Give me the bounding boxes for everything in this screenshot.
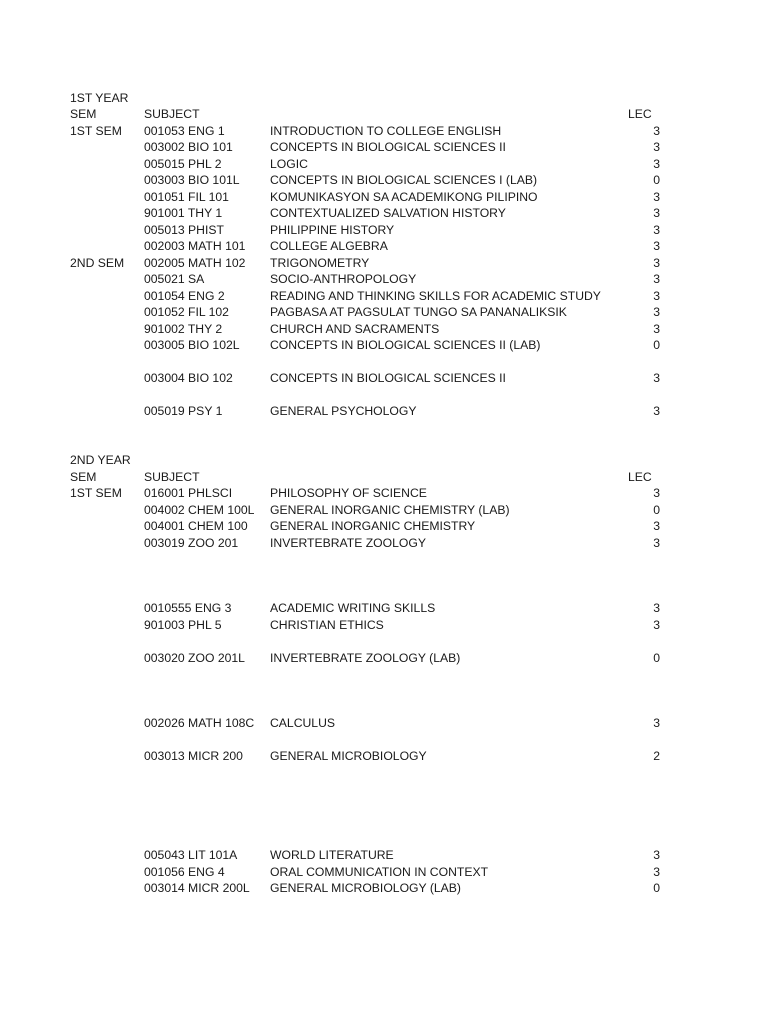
course-row (0, 222, 768, 239)
lecture-units: 3 (653, 272, 660, 286)
course-title: CHURCH AND SACRAMENTS (270, 322, 440, 336)
course-row (0, 864, 768, 881)
course-row (0, 189, 768, 206)
course-title: PHILIPPINE HISTORY (270, 223, 395, 237)
lecture-units: 3 (653, 716, 660, 730)
lecture-units: 3 (653, 519, 660, 533)
course-row (0, 847, 768, 864)
lecture-units: 3 (653, 289, 660, 303)
course-title: CONCEPTS IN BIOLOGICAL SCIENCES II (270, 140, 506, 154)
lecture-units: 3 (653, 206, 660, 220)
course-title: GENERAL INORGANIC CHEMISTRY (LAB) (270, 503, 510, 517)
course-code: 003004 BIO 102 (144, 371, 233, 385)
course-row (0, 321, 768, 338)
lecture-units: 3 (653, 305, 660, 319)
course-row (0, 205, 768, 222)
year-heading: 2ND YEAR (70, 453, 131, 467)
lec-column-header: LEC (628, 470, 652, 484)
course-row (0, 403, 768, 420)
course-title: GENERAL MICROBIOLOGY (LAB) (270, 881, 461, 895)
lecture-units: 0 (653, 173, 660, 187)
course-row (0, 255, 768, 272)
column-header-row (0, 106, 768, 123)
course-title: CONCEPTS IN BIOLOGICAL SCIENCES II (LAB) (270, 338, 541, 352)
course-row (0, 600, 768, 617)
lecture-units: 3 (653, 371, 660, 385)
course-row (0, 715, 768, 732)
course-title: ORAL COMMUNICATION IN CONTEXT (270, 865, 489, 879)
lecture-units: 0 (653, 338, 660, 352)
course-row (0, 238, 768, 255)
course-title: SOCIO-ANTHROPOLOGY (270, 272, 417, 286)
course-title: GENERAL PSYCHOLOGY (270, 404, 417, 418)
course-title: KOMUNIKASYON SA ACADEMIKONG PILIPINO (270, 190, 538, 204)
course-row (0, 617, 768, 634)
lec-column-header: LEC (628, 107, 652, 121)
course-code: 003003 BIO 101L (144, 173, 240, 187)
course-title: GENERAL INORGANIC CHEMISTRY (270, 519, 476, 533)
course-code: 004002 CHEM 100L (144, 503, 255, 517)
course-code: 005021 SA (144, 272, 205, 286)
year-heading: 1ST YEAR (70, 91, 129, 105)
course-code: 005043 LIT 101A (144, 848, 238, 862)
course-code: 001053 ENG 1 (144, 124, 225, 138)
course-row (0, 172, 768, 189)
course-title: PAGBASA AT PAGSULAT TUNGO SA PANANALIKSIK (270, 305, 567, 319)
course-code: 003020 ZOO 201L (144, 651, 245, 665)
course-code: 004001 CHEM 100 (144, 519, 248, 533)
semester-label: 1ST SEM (70, 486, 122, 500)
course-title: READING AND THINKING SKILLS FOR ACADEMIC STUDY (270, 289, 601, 303)
course-code: 001054 ENG 2 (144, 289, 225, 303)
course-row (0, 271, 768, 288)
course-code: 003013 MICR 200 (144, 749, 243, 763)
year-heading-row (0, 452, 768, 469)
course-row (0, 288, 768, 305)
lecture-units: 2 (653, 749, 660, 763)
lecture-units: 3 (653, 256, 660, 270)
course-row (0, 485, 768, 502)
course-code: 001051 FIL 101 (144, 190, 229, 204)
course-code: 002005 MATH 102 (144, 256, 246, 270)
course-title: CHRISTIAN ETHICS (270, 618, 384, 632)
course-row (0, 123, 768, 140)
lecture-units: 3 (653, 404, 660, 418)
course-code: 003014 MICR 200L (144, 881, 250, 895)
lecture-units: 3 (653, 140, 660, 154)
course-row (0, 748, 768, 765)
lecture-units: 3 (653, 848, 660, 862)
course-row (0, 156, 768, 173)
course-title: CONCEPTS IN BIOLOGICAL SCIENCES I (LAB) (270, 173, 538, 187)
course-title: CALCULUS (270, 716, 336, 730)
course-title: INTRODUCTION TO COLLEGE ENGLISH (270, 124, 502, 138)
course-title: CONTEXTUALIZED SALVATION HISTORY (270, 206, 506, 220)
course-title: PHILOSOPHY OF SCIENCE (270, 486, 427, 500)
lecture-units: 0 (653, 503, 660, 517)
course-row (0, 337, 768, 354)
course-code: 003005 BIO 102L (144, 338, 240, 352)
subject-column-header: SUBJECT (144, 470, 200, 484)
year-heading-row (0, 90, 768, 107)
subject-column-header: SUBJECT (144, 107, 200, 121)
lecture-units: 3 (653, 618, 660, 632)
course-title: INVERTEBRATE ZOOLOGY (270, 536, 426, 550)
lecture-units: 3 (653, 601, 660, 615)
course-code: 002003 MATH 101 (144, 239, 246, 253)
course-row (0, 650, 768, 667)
course-row (0, 502, 768, 519)
course-row (0, 518, 768, 535)
course-code: 003019 ZOO 201 (144, 536, 239, 550)
course-code: 001056 ENG 4 (144, 865, 225, 879)
course-code: 002026 MATH 108C (144, 716, 255, 730)
course-title: CONCEPTS IN BIOLOGICAL SCIENCES II (270, 371, 506, 385)
lecture-units: 3 (653, 536, 660, 550)
course-row (0, 370, 768, 387)
course-row (0, 139, 768, 156)
course-code: 0010555 ENG 3 (144, 601, 232, 615)
course-code: 001052 FIL 102 (144, 305, 229, 319)
course-title: LOGIC (270, 157, 308, 171)
course-row (0, 535, 768, 552)
lecture-units: 3 (653, 239, 660, 253)
course-title: WORLD LITERATURE (270, 848, 394, 862)
course-code: 016001 PHLSCI (144, 486, 233, 500)
course-code: 901002 THY 2 (144, 322, 223, 336)
course-row (0, 880, 768, 897)
column-header-row (0, 469, 768, 486)
course-title: INVERTEBRATE ZOOLOGY (LAB) (270, 651, 461, 665)
lecture-units: 0 (653, 881, 660, 895)
semester-label: 2ND SEM (70, 256, 125, 270)
course-code: 005019 PSY 1 (144, 404, 223, 418)
sem-column-header: SEM (70, 470, 97, 484)
course-title: GENERAL MICROBIOLOGY (270, 749, 427, 763)
course-title: COLLEGE ALGEBRA (270, 239, 388, 253)
lecture-units: 3 (653, 223, 660, 237)
lecture-units: 3 (653, 486, 660, 500)
lecture-units: 3 (653, 865, 660, 879)
lecture-units: 3 (653, 157, 660, 171)
lecture-units: 3 (653, 322, 660, 336)
course-code: 005013 PHIST (144, 223, 224, 237)
course-code: 003002 BIO 101 (144, 140, 233, 154)
course-title: TRIGONOMETRY (270, 256, 370, 270)
lecture-units: 0 (653, 651, 660, 665)
course-code: 901003 PHL 5 (144, 618, 222, 632)
course-title: ACADEMIC WRITING SKILLS (270, 601, 436, 615)
lecture-units: 3 (653, 190, 660, 204)
sem-column-header: SEM (70, 107, 97, 121)
course-code: 005015 PHL 2 (144, 157, 222, 171)
lecture-units: 3 (653, 124, 660, 138)
course-code: 901001 THY 1 (144, 206, 223, 220)
semester-label: 1ST SEM (70, 124, 122, 138)
course-row (0, 304, 768, 321)
